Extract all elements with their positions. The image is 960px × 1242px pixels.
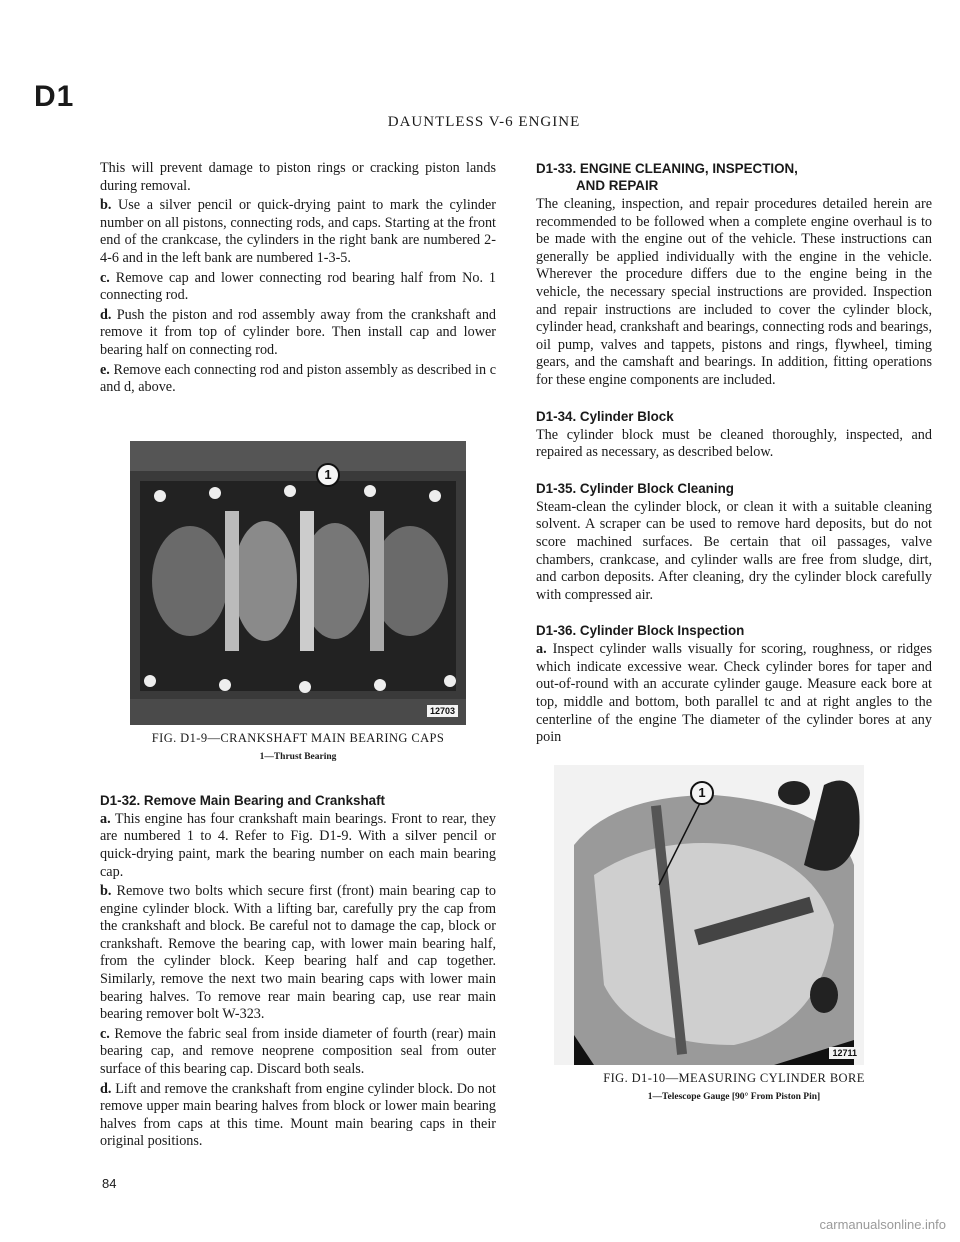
cylinder-bore-photo [554,765,864,1065]
section-d1-32 [100,792,496,1151]
step-letter: a. [536,641,547,658]
step-paragraph [100,270,496,305]
section-heading [536,160,932,194]
page-number: 84 [102,1176,117,1191]
step-paragraph [100,307,496,360]
page-title: DAUNTLESS V-6 ENGINE [387,114,581,130]
step-paragraph [100,197,496,267]
section-paragraph: The cleaning, inspection, and repair procedures detailed herein are recommended to be followed when a complete engine overhaul is to be made with the engine out of the vehicle. These instructions can generally be applied individually with the engine in the vehicle. Wherever the procedure differs due to the engine being in the vehicle, the necessary special instructions are provided. Inspection and repair instructions are included to cover the cylinder block, cylinder head, crankshaft and bearings, connecting rods and bearings, oil pump, valves and tappets, pistons and rings, flywheel, timing gears, and the camshaft and bearings. In addition, fitting operations for these engine components are included. [536,196,932,388]
step-text: Remove each connecting rod and piston assembly as described in c and d, above. [100,361,497,396]
heading-line: AND REPAIR [576,178,659,193]
step-text: Push the piston and rod assembly away from the crankshaft and remove it from top of cylinder bore. Then install cap and lower bearing half on connecting rod. [100,306,497,358]
bore-gauge-illustration [554,765,864,1065]
crankshaft-photo [130,441,466,725]
step-text: Remove the fabric seal from inside diameter of fourth (rear) main bearing cap, and remove neoprene composition seal from outer surface of this bearing cap. Discard both seals. [100,1025,496,1078]
step-text: Lift and remove the crankshaft from engine cylinder block. Do not remove upper main bearing halves from block or lower main bearing halves from caps at this time. Mount main bearing caps in their original positions. [100,1080,496,1150]
left-column [100,160,496,1153]
page-header [34,80,934,130]
section-heading: D1-35. Cylinder Block Cleaning [536,480,734,496]
section-heading: D1-32. Remove Main Bearing and Crankshaft [100,792,386,808]
crankshaft-illustration [130,441,466,725]
step-paragraph [100,1081,496,1151]
callout-telescope-gauge: 1 [690,781,714,805]
step-letter: a. [100,810,111,827]
step-paragraph [100,1026,496,1079]
step-letter: c. [100,269,110,286]
figure-d1-10 [536,765,932,1102]
step-paragraph [100,362,496,397]
step-text: Remove cap and lower connecting rod bearing half from No. 1 connecting rod. [100,269,496,304]
figure-legend: 1—Thrust Bearing [259,751,337,762]
figure-number: 12703 [427,705,458,717]
section-paragraph: Steam-clean the cylinder block, or clean it with a suitable cleaning solvent. A scraper can be used to remove hard deposits, but do not score machined surfaces. Be certain that oil passages, valve chambers, crankcase, and cylinder walls are free from sludge, dirt, and carbon deposits. After cleaning, dry the cylinder block carefully with compressed air. [536,498,932,603]
section-heading: D1-34. Cylinder Block [536,408,674,424]
step-text: Remove two bolts which secure first (front) main bearing cap to engine cylinder block. With a lifting bar, carefully pry the cap from the crankshaft and block. Be careful not to damage the cap, block or crankshaft. Remove the bearing cap, with lower main bearing half, from the cylinder block. Keep bearing half and cap together. Similarly, remove the next two main bearing caps with lower main bearing halves. To remove rear main bearing cap, use rear main bearing remover bolt W-323. [100,883,496,1023]
figure-legend: 1—Telescope Gauge [90° From Piston Pin] [647,1091,821,1102]
step-text: Inspect cylinder walls visually for scoring, roughness, or ridges which indicate excessive wear. Check cylinder bores for taper and out-of-round with an accurate cylinder gauge. Measure eack bore at top, middle and bottom, both parallel tc and at right angles to the centerline of the engine The diameter of the cylinder bores at any poin [536,641,932,746]
step-paragraph [100,883,496,1024]
section-code: D1 [34,80,75,113]
step-paragraph [100,811,496,881]
figure-number: 12711 [829,1047,860,1059]
heading-line: D1-33. ENGINE CLEANING, INSPECTION, [536,161,798,176]
step-letter: d. [100,1080,112,1097]
step-letter: d. [100,306,112,323]
step-letter: b. [100,197,112,214]
watermark: carmanualsonline.info [819,1217,946,1232]
figure-caption: FIG. D1-9—CRANKSHAFT MAIN BEARING CAPS [151,730,445,745]
section-paragraph: The cylinder block must be cleaned thoroughly, inspected, and repaired as necessary, as described below. [536,426,932,461]
intro-paragraph: This will prevent damage to piston rings or cracking piston lands during removal. [100,160,496,194]
step-paragraph [536,641,932,747]
step-letter: e. [100,361,110,378]
figure-d1-9 [100,441,496,762]
step-letter: c. [100,1025,110,1042]
step-text: Use a silver pencil or quick-drying paint to mark the cylinder number on all pistons, connecting rods, and caps. Starting at the front end of the crankcase, the cylinders in the right bank are numbered 2-4-6 and in the left bank are numbered 1-3-5. [100,197,496,266]
section-heading: D1-36. Cylinder Block Inspection [536,623,745,639]
figure-caption: FIG. D1-10—MEASURING CYLINDER BORE [603,1070,865,1085]
step-text: This engine has four crankshaft main bearings. Front to rear, they are numbered 1 to 4. Refer to Fig. D1-9. With a silver pencil or quick-drying paint, mark the bearing number on each main bearing cap. [100,810,496,880]
callout-thrust-bearing: 1 [316,463,340,487]
right-column [536,160,932,1102]
step-letter: b. [100,883,112,900]
